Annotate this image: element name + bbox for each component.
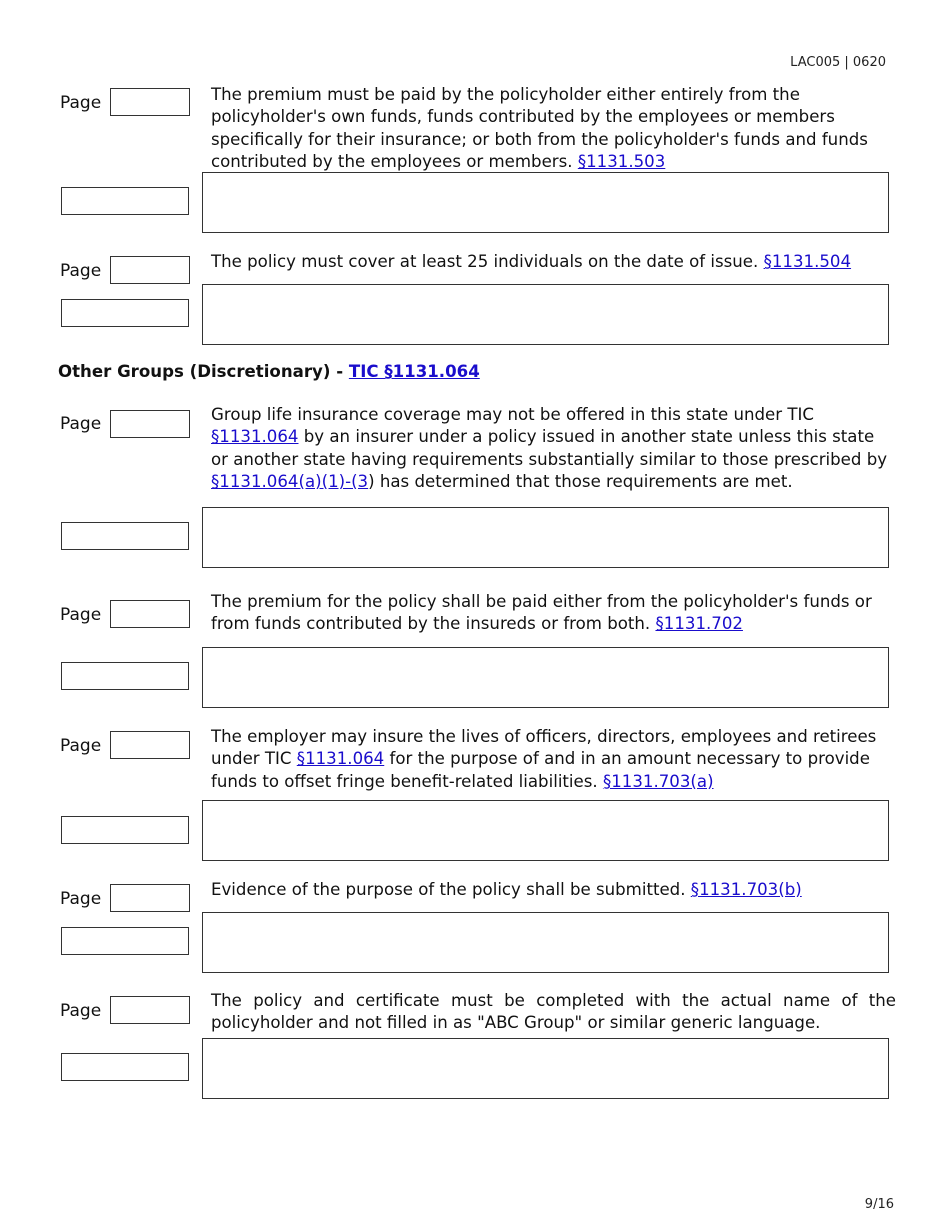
comment-field-3[interactable] — [202, 507, 889, 568]
reference-input-2[interactable] — [61, 299, 189, 327]
section-statute-link[interactable]: TIC §1131.064 — [348, 362, 480, 381]
requirement-text: Evidence of the purpose of the policy shall be submitted. — [211, 880, 691, 899]
comment-field-4[interactable] — [202, 647, 889, 708]
page-label: Page — [60, 1001, 102, 1021]
page-label: Page — [60, 736, 102, 756]
requirement-text-1 — [211, 84, 896, 174]
statute-link[interactable]: §1131.064(a)(1)-(3 — [211, 472, 369, 492]
reference-input-1[interactable] — [61, 187, 189, 215]
comment-field-5[interactable] — [202, 800, 889, 861]
requirement-text: The premium must be paid by the policyholder either entirely from the policyholder's own funds, funds contributed by the employees or members specifically for their insurance; or both from the policyholder's funds and funds contributed by the employees or members. — [211, 85, 868, 172]
reference-input-7[interactable] — [61, 1053, 189, 1081]
page-number-input-4[interactable] — [110, 600, 190, 628]
reference-input-6[interactable] — [61, 927, 189, 955]
requirement-text-4 — [211, 591, 896, 636]
page-label: Page — [60, 93, 102, 113]
reference-input-3[interactable] — [61, 522, 189, 550]
page-label: Page — [60, 605, 102, 625]
requirement-text: for the purpose of and in an amount necessary to provide funds to offset fringe benefit-related liabilities. — [211, 749, 870, 791]
section-heading-other-groups — [58, 362, 480, 381]
statute-link[interactable]: §1131.503 — [577, 152, 666, 172]
requirement-text: ) has determined that those requirements are met. — [368, 472, 793, 492]
requirement-text-3 — [211, 404, 896, 494]
requirement-text: by an insurer under a policy issued in another state unless this state or another state having requirements substantially similar to those prescribed by — [211, 427, 888, 469]
requirement-text: The policy must cover at least 25 individuals on the date of issue. — [211, 252, 764, 271]
form-code: LAC005 | 0620 — [790, 55, 886, 70]
requirement-text: The policy and certificate must be completed with the actual name of the policyholder and not filled in as "ABC Group" or similar generic language. — [211, 991, 896, 1033]
requirement-text: The premium for the policy shall be paid either from the policyholder's funds or from funds contributed by the insureds or from both. — [211, 592, 872, 634]
page-number: 9/16 — [864, 1197, 894, 1212]
statute-link[interactable]: §1131.504 — [763, 252, 852, 271]
requirement-text-5 — [211, 726, 896, 793]
requirement-text-7 — [211, 990, 896, 1035]
page-number-input-5[interactable] — [110, 731, 190, 759]
page-number-input-6[interactable] — [110, 884, 190, 912]
section-title: Other Groups (Discretionary) - — [58, 362, 349, 381]
comment-field-1[interactable] — [202, 172, 889, 233]
comment-field-2[interactable] — [202, 284, 889, 345]
statute-link[interactable]: §1131.703(b) — [690, 880, 802, 899]
reference-input-4[interactable] — [61, 662, 189, 690]
page-number-input-1[interactable] — [110, 88, 190, 116]
statute-link[interactable]: §1131.703(a) — [602, 771, 714, 791]
page-number-input-3[interactable] — [110, 410, 190, 438]
requirement-text-6 — [211, 879, 896, 901]
page-number-input-2[interactable] — [110, 256, 190, 284]
page-label: Page — [60, 414, 102, 434]
requirement-text: The employer may insure the lives of officers, directors, employees and retirees under TIC — [211, 727, 877, 769]
comment-field-7[interactable] — [202, 1038, 889, 1099]
requirement-text: Group life insurance coverage may not be offered in this state under TIC — [211, 405, 814, 424]
statute-link[interactable]: §1131.064 — [211, 427, 299, 447]
reference-input-5[interactable] — [61, 816, 189, 844]
comment-field-6[interactable] — [202, 912, 889, 973]
requirement-text-2 — [211, 251, 896, 273]
statute-link[interactable]: §1131.702 — [655, 614, 743, 634]
page-label: Page — [60, 889, 102, 909]
page-label: Page — [60, 261, 102, 281]
statute-link[interactable]: §1131.064 — [296, 749, 385, 769]
page-number-input-7[interactable] — [110, 996, 190, 1024]
